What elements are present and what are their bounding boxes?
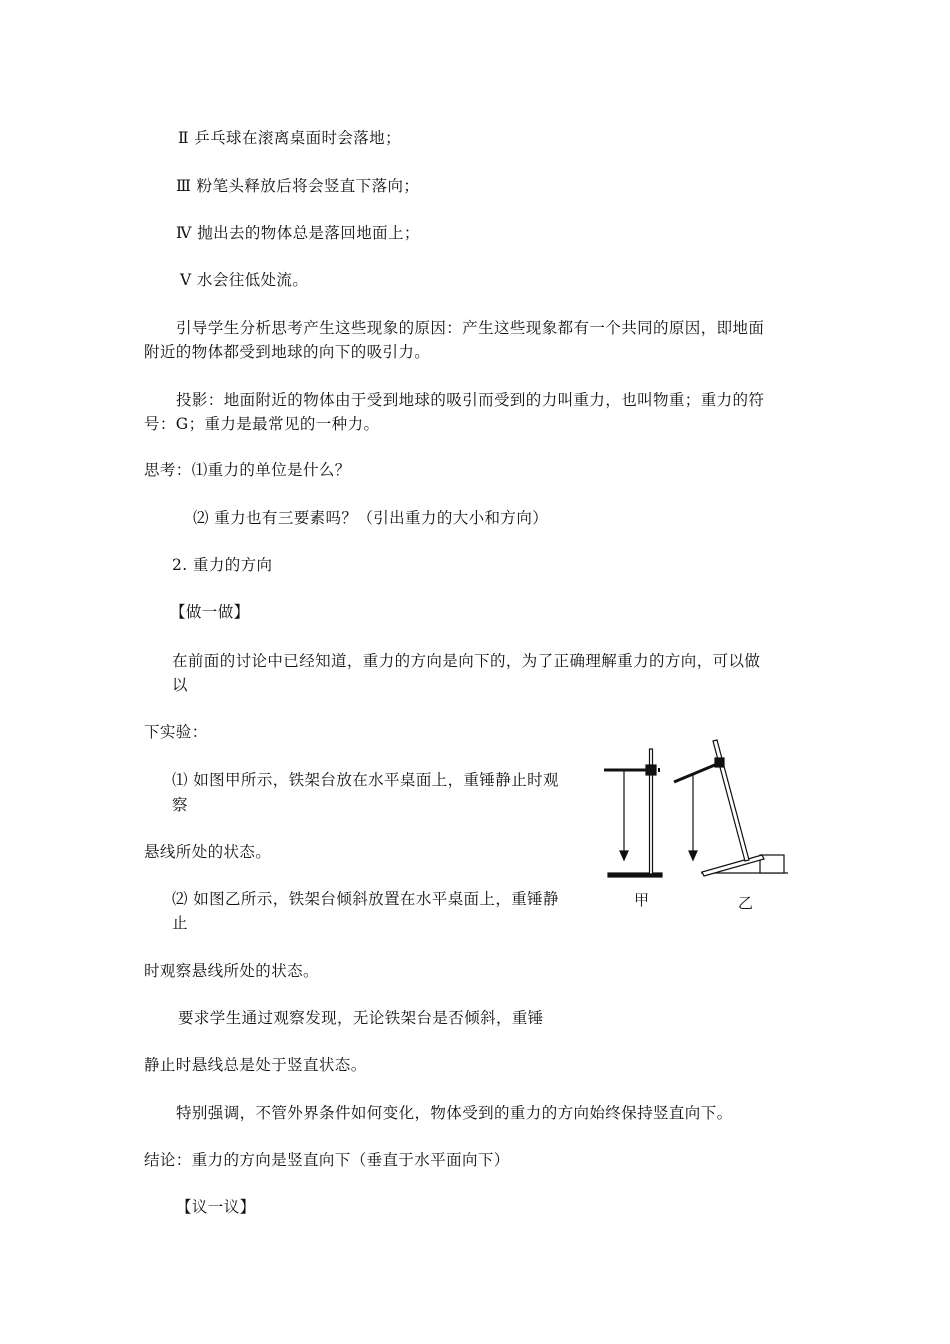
step-1-line3: 悬线所处的状态。 [144,843,272,861]
upright-stand [604,749,662,877]
activity-heading-do: 【做一做】 [170,603,250,621]
step-2-line3: 时观察悬线所处的状态。 [144,962,319,980]
stand-clamp-jia [646,765,656,775]
paragraph-guide-line1: 引导学生分析思考产生这些现象的原因：产生这些现象都有一个共同的原因，即地面 [176,319,765,337]
figure-label-yi: 乙 [738,894,754,912]
observation-line2: 静止时悬线总是处于竖直状态。 [144,1056,367,1074]
list-item-iii: Ⅲ 粉笔头释放后将会竖直下落向； [176,177,420,195]
paragraph-projection-line2: 号：G；重力是最常见的一种力。 [144,415,380,433]
iron-stand-figure [598,735,798,920]
list-item-v: Ⅴ 水会往低处流。 [180,271,309,289]
section-heading: 2. 重力的方向 [172,556,273,574]
think-question-2: ⑵ 重力也有三要素吗？（引出重力的大小和方向） [193,509,549,527]
experiment-intro-line2: 以 [172,676,188,694]
plumb-weight-jia [620,851,628,860]
figure-label-jia: 甲 [634,891,650,909]
stand-base-jia [608,873,662,877]
list-item-iv: Ⅳ 抛出去的物体总是落回地面上； [176,224,420,242]
iron-stand-diagram [598,735,798,920]
list-item-ii: Ⅱ 乒乓球在滚离桌面时会落地； [178,129,401,147]
emphasis-paragraph: 特别强调，不管外界条件如何变化，物体受到的重力的方向始终保持竖直向下。 [176,1104,733,1122]
conclusion: 结论：重力的方向是竖直向下（垂直于水平面向下） [144,1151,510,1169]
experiment-intro-line1: 在前面的讨论中已经知道，重力的方向是向下的，为了正确理解重力的方向，可以做 [172,652,761,670]
plumb-weight-yi [689,851,697,860]
activity-heading-discuss: 【议一议】 [176,1198,256,1216]
paragraph-projection-line1: 投影：地面附近的物体由于受到地球的吸引而受到的力叫重力，也叫物重；重力的符 [176,391,765,409]
step-1-line1: ⑴ 如图甲所示，铁架台放在水平桌面上，重锤静止时观 [172,771,559,789]
think-question-1: 思考：⑴重力的单位是什么？ [144,461,351,479]
observation-line1: 要求学生通过观察发现，无论铁架台是否倾斜，重锤 [178,1009,544,1027]
experiment-intro-line3: 下实验： [144,723,208,741]
stand-clamp-yi [715,758,724,767]
step-2-line2: 止 [172,914,188,932]
step-1-line2: 察 [172,796,188,814]
paragraph-guide-line2: 附近的物体都受到地球的向下的吸引力。 [144,343,431,361]
tilted-stand [674,740,788,876]
step-2-line1: ⑵ 如图乙所示，铁架台倾斜放置在水平桌面上，重锤静 [172,890,559,908]
